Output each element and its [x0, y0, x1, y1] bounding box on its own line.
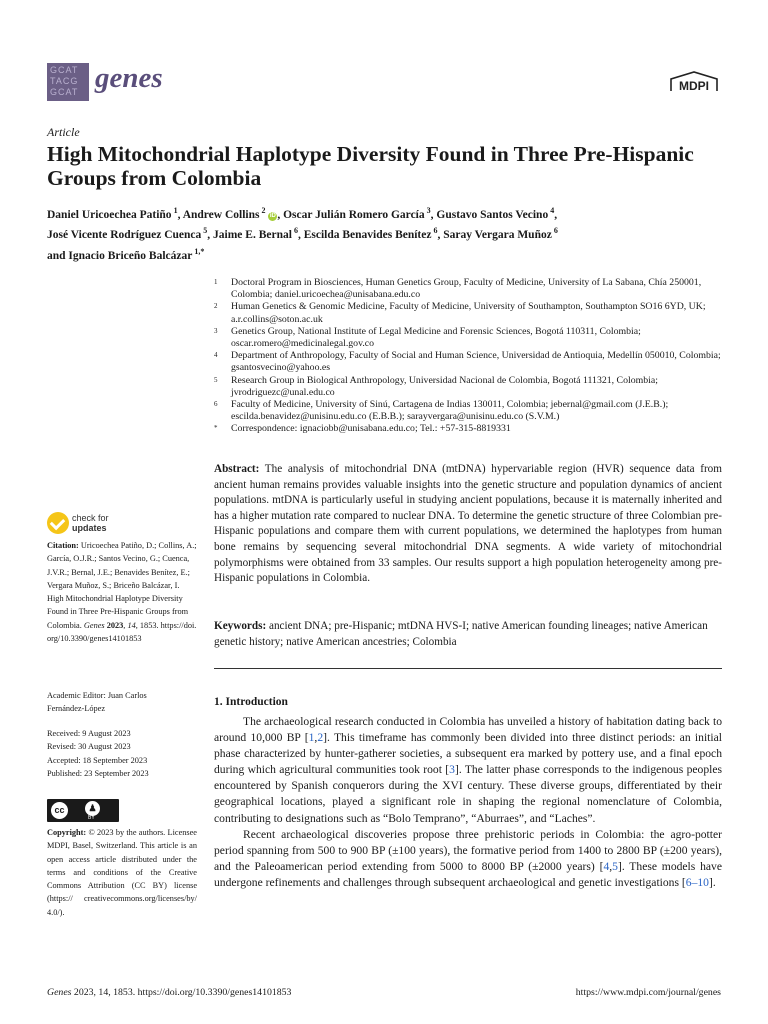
- author-affiliation-sup: 5: [201, 226, 208, 236]
- author-name[interactable]: José Vicente Rodríguez Cuenca: [47, 229, 202, 242]
- date-received: Received: 9 August 2023: [47, 729, 131, 738]
- copyright-text: © 2023 by the authors. Licensee MDPI, Basel, Switzerland. This article is an open access article distributed under the terms and conditions of the Creative Commons Attribution (CC BY) license (https:// creativecommons.org/licenses/by/ 4.0/).: [47, 828, 197, 917]
- author-name[interactable]: Saray Vergara Muñoz: [443, 229, 552, 242]
- affiliation-number: 3: [214, 326, 218, 335]
- by-icon-label: BY: [88, 815, 95, 821]
- logo-line: GCAT: [50, 87, 79, 97]
- reference-link[interactable]: 4: [603, 859, 610, 873]
- author-affiliation-sup: 6: [551, 226, 558, 236]
- abstract-text: The analysis of mitochondrial DNA (mtDNA) hypervariable region (HVR) sequence data from ancient human remains provides valuable insights into the genetic structure and population dynamics of ancient populations. mtDNA is particularly useful in studying ancient populations, because it is maternally inherited and has a higher mutation rate compared to nuclear DNA. To determine the genetic structure of three Colombian pre-Hispanic populations and compare them with current populations, we determined the haplotypes from human bone remains by sequencing several mitochondrial DNA segments. A wide variety of mitochondrial polymorphisms were obtained from 33 samples. Our results support a high population heterogeneity among pre-Hispanic populations in Colombia.: [214, 463, 722, 585]
- affiliation-text: Human Genetics & Genomic Medicine, Faculty of Medicine, University of Southampton, Southampton SO16 6YD, UK; a.r.collins@soton.ac.uk: [231, 301, 706, 325]
- date-revised: Revised: 30 August 2023: [47, 742, 131, 752]
- affiliation-item: [214, 375, 724, 399]
- check-for-updates-button[interactable]: [47, 512, 167, 542]
- affiliations: [214, 277, 724, 436]
- abstract: [214, 462, 722, 587]
- citation-text: Uricoechea Patiño, D.; Collins, A.; García, O.J.R.; Santos Vecino, G.; Cuenca, J.V.R.; Bernal, J.E.; Benavides Benítez, E.; Vergara Muñoz, S.; Briceño Balcázar, I. High Mitochondrial Haplotype Diversity Found in Three Pre-Hispanic Groups from Colombia.: [47, 541, 197, 630]
- journal-logo[interactable]: [47, 63, 89, 101]
- author-name[interactable]: Andrew Collins: [182, 208, 260, 221]
- author-name[interactable]: Escilda Benavides Benítez: [303, 229, 432, 242]
- affiliation-item: [214, 301, 724, 325]
- citation: Citation: Uricoechea Patiño, D.; Collins, A.; García, O.J.R.; Santos Vecino, G.; Cuenca, J.V.R.; Bernal, J.E.; Benavides Benítez, E.; Vergara Muñoz, S.; Briceño Balcázar, I. High Mitochondrial Haplotype Diversity Found in Three Pre-Hispanic Groups from Colombia. Genes 2023, 14, 1853. https://doi.org/10.3390/genes14101853: [47, 541, 197, 644]
- affiliation-text: Doctoral Program in Biosciences, Human Genetics Group, Faculty of Medicine, University of La Sabana, Chía 250001, Colombia; daniel.uricoechea@unisabana.edu.co: [231, 277, 702, 301]
- dates: [47, 727, 207, 780]
- divider: [214, 668, 722, 669]
- citation-label: Citation:: [47, 541, 79, 550]
- citation-pages: , 1853.: [135, 620, 159, 630]
- footer-journal: Genes: [47, 987, 72, 998]
- paragraph: Recent archaeological discoveries propose three prehistoric periods in Colombia: the agro-potter period spanning from 500 to 900 BP (±100 years), the formative period from 1400 to 2800 BP (±200 years), and the Paleoamerican period extending from 5000 to 8000 BP (±2000 years) [4,5]. These models have undergone refinements and challenges through subsequent archaeological and genetic investigations [6–10].: [214, 827, 722, 889]
- logo-line: GCAT: [50, 65, 79, 75]
- check-line: updates: [72, 523, 107, 533]
- date-accepted: Accepted: 18 September 2023: [47, 755, 148, 765]
- author-name[interactable]: Gustavo Santos Vecino: [436, 208, 549, 221]
- journal-name[interactable]: genes: [95, 62, 163, 94]
- publisher-name: MDPI: [679, 79, 709, 93]
- reference-link[interactable]: 1: [308, 731, 315, 745]
- affiliation-item: [214, 423, 724, 435]
- citation-year: 2023: [106, 620, 124, 630]
- orcid-icon[interactable]: iD: [269, 212, 276, 219]
- author-affiliation-sup: 6: [291, 226, 298, 236]
- logo-line: TACG: [50, 76, 79, 86]
- affiliation-item: [214, 399, 724, 423]
- footer-citation: [47, 987, 291, 998]
- affiliation-item: [214, 277, 724, 301]
- copyright: [47, 826, 197, 919]
- citation-volume: 14: [127, 620, 136, 630]
- footer-doi[interactable]: 2023, 14, 1853. https://doi.org/10.3390/genes14101853: [71, 987, 292, 998]
- mdpi-logo[interactable]: [667, 71, 722, 95]
- copyright-label: Copyright:: [47, 828, 87, 837]
- section-heading: 1. Introduction: [214, 696, 288, 708]
- cc-icon: cc: [50, 801, 69, 820]
- author-affiliation-sup: 6: [431, 226, 438, 236]
- affiliation-number: 4: [214, 351, 218, 360]
- academic-editor: Academic Editor: Juan Carlos Fernández-López: [47, 691, 147, 714]
- section-body: [214, 714, 722, 891]
- keywords-label: Keywords:: [214, 620, 267, 632]
- author-name[interactable]: and Ignacio Briceño Balcázar: [47, 249, 193, 262]
- author-affiliation-sup: 1,*: [192, 246, 205, 256]
- check-line: check for: [72, 513, 109, 523]
- affiliation-text: Department of Anthropology, Faculty of Social and Human Science, Universidad de Antioquia, Medellín 050010, Colombia; gsantosvecino@yahoo.es: [231, 350, 721, 374]
- affiliation-text: Research Group in Biological Anthropology, Universidad Nacional de Colombia, Bogotá 111321, Colombia; jvrodriguezc@unal.edu.co: [231, 374, 658, 398]
- check-icon: [47, 512, 69, 534]
- affiliation-number: *: [214, 424, 218, 433]
- reference-link[interactable]: 5: [612, 859, 618, 873]
- affiliation-text: Correspondence: ignaciobb@unisabana.edu.co; Tel.: +57-315-8819331: [231, 423, 511, 435]
- author-affiliation-sup: 3: [424, 206, 431, 215]
- reference-link[interactable]: 2: [317, 731, 324, 745]
- author-name[interactable]: Oscar Julián Romero García: [283, 208, 425, 221]
- affiliation-number: 2: [214, 302, 218, 311]
- keywords-text: ancient DNA; pre-Hispanic; mtDNA HVS-I; native American founding lineages; native American genetic history; native American ancestries; Colombia: [214, 620, 708, 648]
- keywords: [214, 619, 722, 650]
- citation-doi[interactable]: https://doi.org/10.3390/genes14101853: [47, 620, 197, 644]
- citation-journal: Genes: [83, 620, 105, 630]
- author-affiliation-sup: 4: [548, 206, 555, 215]
- author-list: Daniel Uricoechea Patiño $^1$, Andrew Collins $^2$ iD , Oscar Julián Romero García $^3$, Gustavo Santos Vecino $^4$, José Vicente Rodríguez Cuenca $^5$, Jaime E. Bernal $^6$, Escilda Benavides Benítez $^6$, Saray Vergara Muñoz $^6$ and Ignacio Briceño Balcázar $^{1,*}$: [47, 206, 558, 262]
- affiliation-number: 6: [214, 400, 218, 409]
- reference-link[interactable]: 6–10: [685, 875, 709, 889]
- author-affiliation-sup: 1: [171, 206, 178, 215]
- affiliation-number: 5: [214, 375, 218, 384]
- author-name[interactable]: Jaime E. Bernal: [213, 229, 292, 242]
- paragraph: The archaeological research conducted in Colombia has unveiled a history of habitation dating back to around 10,000 BP [1,2]. This timeframe has commonly been divided into three distinct periods: an initial phase characterized by hunter-gatherer societies, a subsequent era marked by pottery use, and a final epoch during which agricultural communities took root [3]. The latter phase corresponds to the indigenous peoples encountered by Spanish conquerors during the XVI century. These diverse groups, differentiated by their geographical locations, played a significant role in shaping the regional nomenclature of Colombia, contributing to designations such as “Bolo Temprano”, “Aburraes”, and “Laches”.: [214, 715, 722, 825]
- article-type: Article: [47, 125, 80, 139]
- person-icon: ♟: [85, 801, 100, 816]
- cc-by-license-badge[interactable]: [47, 799, 119, 822]
- author-affiliation-sup: 2: [259, 206, 266, 215]
- affiliation-item: [214, 350, 724, 374]
- reference-link[interactable]: 3: [449, 763, 455, 777]
- affiliation-number: 1: [214, 278, 218, 286]
- affiliation-text: Faculty of Medicine, University of Sinú, Cartagena de Indias 130011, Colombia; jebernal@gmail.com (J.E.B.); escilda.benavidez@unisinu.edu.co (E.B.B.); sarayvergara@unisinu.edu.co (S.V.M.): [231, 399, 669, 423]
- footer-journal-url[interactable]: https://www.mdpi.com/journal/genes: [575, 987, 721, 998]
- affiliation-text: Genetics Group, National Institute of Legal Medicine and Forensic Sciences, Bogotá 110311, Colombia; oscar.romero@medicinalegal.gov.co: [231, 325, 641, 350]
- affiliation-item: [214, 326, 724, 350]
- author-name[interactable]: Daniel Uricoechea Patiño: [47, 208, 172, 221]
- date-published: Published: 23 September 2023: [47, 768, 149, 778]
- abstract-label: Abstract:: [214, 463, 260, 475]
- article-title: High Mitochondrial Haplotype Diversity Found in Three Pre-Hispanic Groups from Colombia: [47, 142, 694, 190]
